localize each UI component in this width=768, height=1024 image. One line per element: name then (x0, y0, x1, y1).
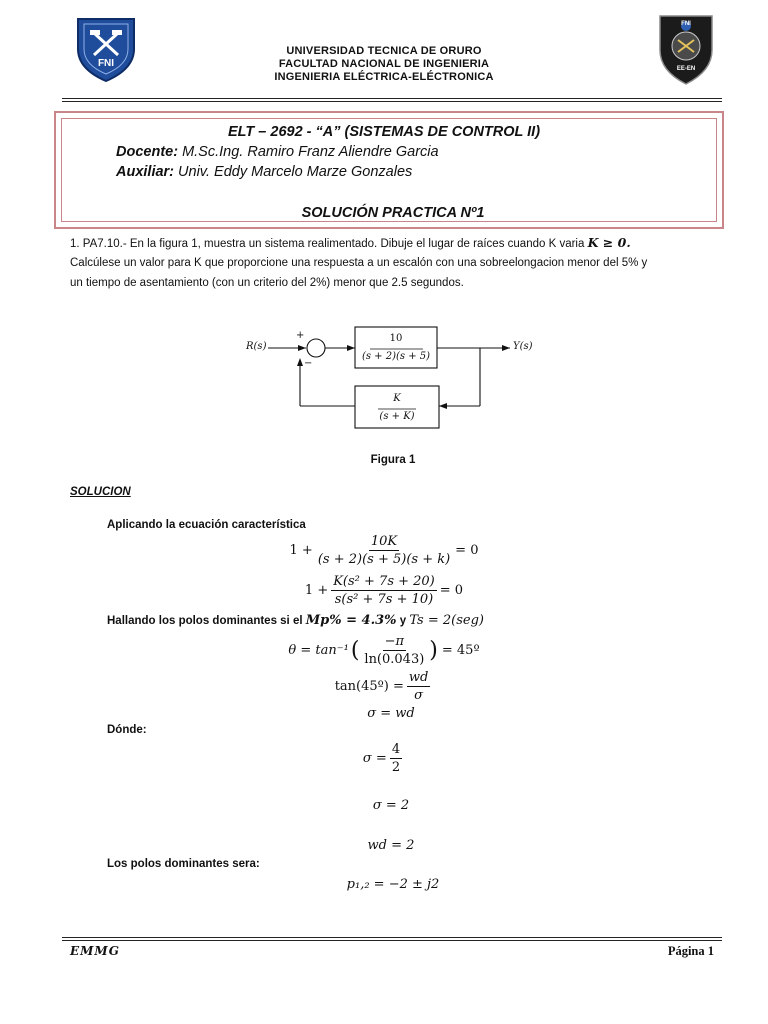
footer-rule (62, 937, 722, 938)
theta-equation (0, 634, 768, 667)
header-career: INGENIERIA ELÉCTRICA-ELÉCTRONICA (274, 71, 494, 83)
right-logo-text: FNI (681, 21, 691, 27)
docente-line (116, 144, 439, 160)
wd-value-equation: wd = 2 (367, 838, 415, 853)
footer-page-number: Página 1 (667, 944, 714, 958)
characteristic-equation-1 (0, 534, 768, 567)
right-paren: ) (429, 638, 438, 663)
problem-condition: K ≥ 0. (587, 235, 631, 250)
problem-text-1: 1. PA7.10.- En la figura 1, muestra un sistema realimentado. Dibuje el lugar de raíces cuando K varia (70, 238, 585, 250)
output-label: Y(s) (513, 341, 533, 352)
poles-and: y (399, 615, 407, 627)
tan-equation (0, 670, 768, 703)
auxiliar-label: Auxiliar: (116, 164, 175, 180)
feedback-numerator: K (393, 393, 401, 404)
mp-value: Mp% = 4.3% (305, 613, 397, 628)
eq1-numerator: 10K (370, 534, 398, 549)
eq1-zero: = 0 (455, 543, 479, 558)
forward-denominator: (s + 2)(s + 5) (361, 351, 431, 362)
sigma-value-equation: σ = 2 (372, 798, 410, 813)
characteristic-equation-2 (0, 574, 768, 607)
sigma-fraction-equation (0, 742, 768, 775)
tan-lhs: tan(45º) = (334, 679, 404, 694)
sigma-wd-equation: σ = wd (367, 706, 415, 721)
header-university: UNIVERSIDAD TECNICA DE ORURO (286, 45, 482, 57)
forward-numerator: 10 (389, 333, 403, 344)
solution-heading: SOLUCIÓN PRACTICA Nº1 (301, 205, 485, 221)
sigma-numerator: 4 (391, 742, 401, 757)
eq1-denominator: (s + 2)(s + 5)(s + k) (317, 552, 451, 567)
eq1-one-plus: 1 + (289, 543, 313, 558)
auxiliar-name: Univ. Eddy Marcelo Marze Gonzales (178, 164, 413, 180)
solution-intro: Aplicando la ecuación característica (107, 519, 306, 531)
theta-lhs: θ = tan⁻¹ (288, 643, 349, 658)
left-paren: ( (350, 638, 360, 663)
tan-numerator: wd (408, 670, 429, 685)
dominant-poles-condition (107, 612, 484, 630)
summing-minus: − (304, 358, 313, 369)
theta-numerator: −π (384, 634, 405, 649)
eq2-fraction (331, 574, 437, 607)
footer-rule-secondary (62, 940, 722, 941)
course-title: ELT – 2692 - “A” (SISTEMAS DE CONTROL II) (227, 124, 541, 140)
donde-label: Dónde: (107, 724, 147, 736)
theta-fraction (362, 634, 426, 667)
poles-text: Hallando los polos dominantes si el (107, 615, 303, 627)
input-label: R(s) (246, 341, 267, 352)
solution-label: SOLUCION (70, 486, 131, 498)
ts-value: Ts = 2(seg) (409, 613, 484, 628)
auxiliar-line (116, 164, 412, 180)
header-rule (62, 98, 722, 99)
docente-label: Docente: (116, 144, 179, 160)
sigma-lhs: σ = (362, 751, 387, 766)
block-diagram-figure (240, 318, 540, 436)
sigma-fraction (390, 742, 402, 775)
eq1-fraction (316, 534, 452, 567)
header-rule-secondary (62, 101, 722, 102)
problem-line-1 (70, 234, 722, 253)
feedback-denominator: (s + K) (379, 411, 415, 422)
dominant-poles-label: Los polos dominantes sera: (107, 858, 260, 870)
left-logo-text: FNI (97, 58, 115, 69)
figure-caption: Figura 1 (370, 454, 416, 466)
dominant-poles-equation: p₁,₂ = −2 ± j2 (346, 877, 440, 892)
eq2-one-plus: 1 + (304, 583, 329, 598)
problem-line-2: Calcúlese un valor para K que proporcione una respuesta a un escalón con una sobreelongacion menor del 5% y (70, 257, 648, 269)
header-faculty: FACULTAD NACIONAL DE INGENIERIA (278, 58, 490, 70)
theta-rhs: = 45º (441, 643, 480, 658)
eq2-zero: = 0 (439, 583, 464, 598)
eq2-denominator: s(s² + 7s + 10) (334, 592, 434, 607)
footer-initials: EMMG (70, 944, 120, 958)
theta-denominator: ln(0.043) (364, 652, 425, 667)
tan-fraction (407, 670, 430, 703)
tan-denominator: σ (414, 688, 424, 703)
summing-plus: + (296, 330, 305, 341)
sigma-denominator: 2 (391, 760, 401, 775)
eq2-numerator: K(s² + 7s + 20) (333, 574, 435, 589)
right-logo-caption: EE-EN (676, 66, 696, 72)
docente-name: M.Sc.Ing. Ramiro Franz Aliendre Garcia (182, 144, 439, 160)
problem-line-3: un tiempo de asentamiento (con un criterio del 2%) menor que 2.5 segundos. (70, 277, 464, 289)
